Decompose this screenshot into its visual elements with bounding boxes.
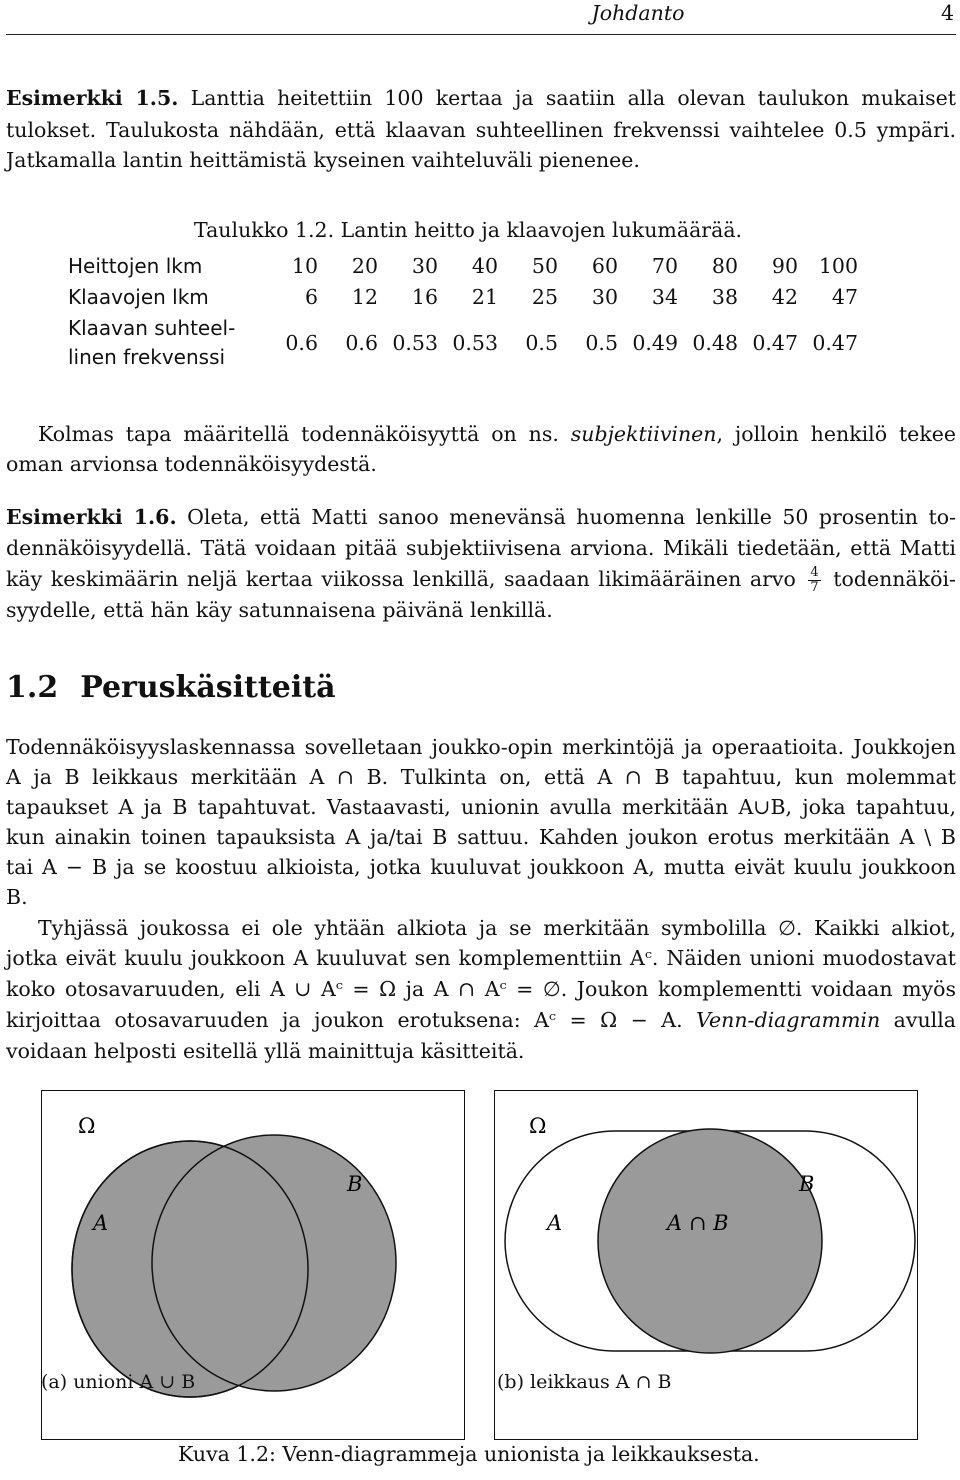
table-cell: 0.5 <box>585 331 618 355</box>
section-number: 1.2 <box>6 670 59 705</box>
table-cell: 0.48 <box>692 331 738 355</box>
set-a-label: A <box>547 1211 563 1235</box>
intersection-circle <box>598 1129 822 1353</box>
page-number: 4 <box>940 1 954 25</box>
table-cell: 12 <box>351 284 378 309</box>
empty-para-line-5: voidaan helposti esitellä yllä mainittuja käsitteitä. <box>6 1039 525 1063</box>
set-b-label: B <box>799 1172 815 1196</box>
example-1-6-line-4: syydelle, että hän käy satunnaisena päivänä lenkillä. <box>6 598 553 622</box>
subcaption-intersection: (b) leikkaus A ∩ B <box>497 1371 672 1393</box>
row-label-heads: Klaavojen lkm <box>68 284 209 309</box>
section-heading <box>6 668 336 708</box>
empty-para-line-2: jotka eivät kuulu joukkoon A kuuluvat sen komplementtiin Aᶜ. Näiden unioni muodostavat <box>6 946 956 970</box>
table-cell: 38 <box>711 284 738 309</box>
table-caption: Taulukko 1.2. Lantin heitto ja klaavojen lukumäärää. <box>194 218 743 242</box>
table-cell: 0.53 <box>452 331 498 355</box>
table-cell: 90 <box>771 253 798 278</box>
table-cell: 0.5 <box>525 331 558 355</box>
subjective-para-line-2: oman arvionsa todennäköisyydestä. <box>6 452 377 476</box>
table-cell: 6 <box>304 284 318 309</box>
table-row <box>68 250 858 281</box>
table-cell: 21 <box>471 284 498 309</box>
sets-para-line-4: kun ainakin toinen tapauksista A ja/tai B sattuu. Kahden joukon erotus merkitään A \ B <box>6 825 956 849</box>
table-cell: 70 <box>651 253 678 278</box>
page-header <box>592 0 954 26</box>
table-cell: 0.6 <box>285 331 318 355</box>
subcaption-union: (a) unioni A ∪ B <box>41 1371 196 1393</box>
example-1-6-line-2: dennäköisyydellä. Tätä voidaan pitää subjektiivisena arviona. Mikäli tiedetään, että Matti <box>6 536 956 560</box>
example-label: Esimerkki 1.6. <box>6 505 177 529</box>
set-a-label: A <box>93 1211 109 1235</box>
table-cell: 34 <box>651 284 678 309</box>
table-cell: 10 <box>291 253 318 278</box>
row-label-throws: Heittojen lkm <box>68 253 203 278</box>
example-1-5-line-2: tulokset. Taulukosta nähdään, että klaavan suhteellinen frekvenssi vaihtelee 0.5 ympäri. <box>6 118 956 142</box>
table-cell: 40 <box>471 253 498 278</box>
row-label-relative-frequency: Klaavan suhteel- linen frekvenssi <box>68 316 236 369</box>
table-cell: 100 <box>818 253 858 278</box>
table-cell: 60 <box>591 253 618 278</box>
table-cell: 42 <box>771 284 798 309</box>
table-cell: 50 <box>531 253 558 278</box>
table-cell: 16 <box>411 284 438 309</box>
intersection-label: A ∩ B <box>667 1211 729 1235</box>
example-1-6-line-3: käy keskimäärin neljä kertaa viikossa lenkillä, saadaan likimääräinen arvo $\frac{4}{7}$ todennäköi- <box>6 565 956 595</box>
table-cell: 80 <box>711 253 738 278</box>
set-b-label: B <box>347 1172 363 1196</box>
table-row <box>68 281 858 312</box>
example-1-5-line-1: Esimerkki 1.5. Lanttia heitettiin 100 kertaa ja saatiin alla olevan taulukon mukaiset <box>6 86 956 110</box>
sets-para-line-5: tai A − B ja se koostuu alkioista, jotka kuuluvat joukkoon A, mutta eivät kuulu joukkoon <box>6 855 956 879</box>
sets-para-line-6: B. <box>6 885 28 909</box>
example-label: Esimerkki 1.5. <box>6 86 179 110</box>
sets-para-line-1: Todennäköisyyslaskennassa sovelletaan joukko-opin merkintöjä ja operaatioita. Joukkojen <box>6 735 956 759</box>
table-cell: 0.49 <box>632 331 678 355</box>
section-title: Peruskäsitteitä <box>80 670 336 705</box>
table-cell: 0.53 <box>392 331 438 355</box>
empty-para-line-1: Tyhjässä joukossa ei ole yhtään alkiota ja se merkitään symbolilla ∅. Kaikki alkiot, <box>38 916 956 940</box>
empty-para-line-4: kirjoittaa otosavaruuden ja joukon erotuksena: Aᶜ = Ω − A. Venn-diagrammin avulla <box>6 1008 956 1032</box>
sets-para-line-2: A ja B leikkaus merkitään A ∩ B. Tulkinta on, että A ∩ B tapahtuu, kun molemmat <box>6 765 956 789</box>
table-cell: 30 <box>411 253 438 278</box>
sets-para-line-3: tapaukset A ja B tapahtuvat. Vastaavasti, unionin avulla merkitään A∪B, joka tapahtuu, <box>6 795 956 819</box>
example-1-5-line-3: Jatkamalla lantin heittämistä kyseinen vaihteluväli pienenee. <box>6 148 640 172</box>
omega-label: Ω <box>78 1114 96 1138</box>
running-title: Johdanto <box>591 1 685 25</box>
empty-para-line-3: koko otosavaruuden, eli A ∪ Aᶜ = Ω ja A ∩ Aᶜ = ∅. Joukon komplementti voidaan myös <box>6 977 956 1001</box>
omega-label: Ω <box>529 1114 547 1138</box>
fraction-four-sevenths: $\frac{4}{7}$ <box>810 565 819 595</box>
table-cell: 47 <box>831 284 858 309</box>
table-cell: 0.6 <box>345 331 378 355</box>
table-cell: 20 <box>351 253 378 278</box>
table-cell: 25 <box>531 284 558 309</box>
table-cell: 0.47 <box>812 331 858 355</box>
table-cell: 0.47 <box>752 331 798 355</box>
subjective-para-line-1: Kolmas tapa määritellä todennäköisyyttä on ns. subjektiivinen, jolloin henkilö tekee <box>38 422 957 446</box>
table-cell: 30 <box>591 284 618 309</box>
frequency-table <box>68 250 858 374</box>
example-1-6-line-1: Esimerkki 1.6. Oleta, että Matti sanoo menevänsä huomenna lenkille 50 prosentin to- <box>6 505 956 529</box>
header-rule <box>6 34 956 35</box>
figure-caption: Kuva 1.2: Venn-diagrammeja unionista ja leikkauksesta. <box>178 1442 760 1466</box>
table-row <box>68 312 858 374</box>
